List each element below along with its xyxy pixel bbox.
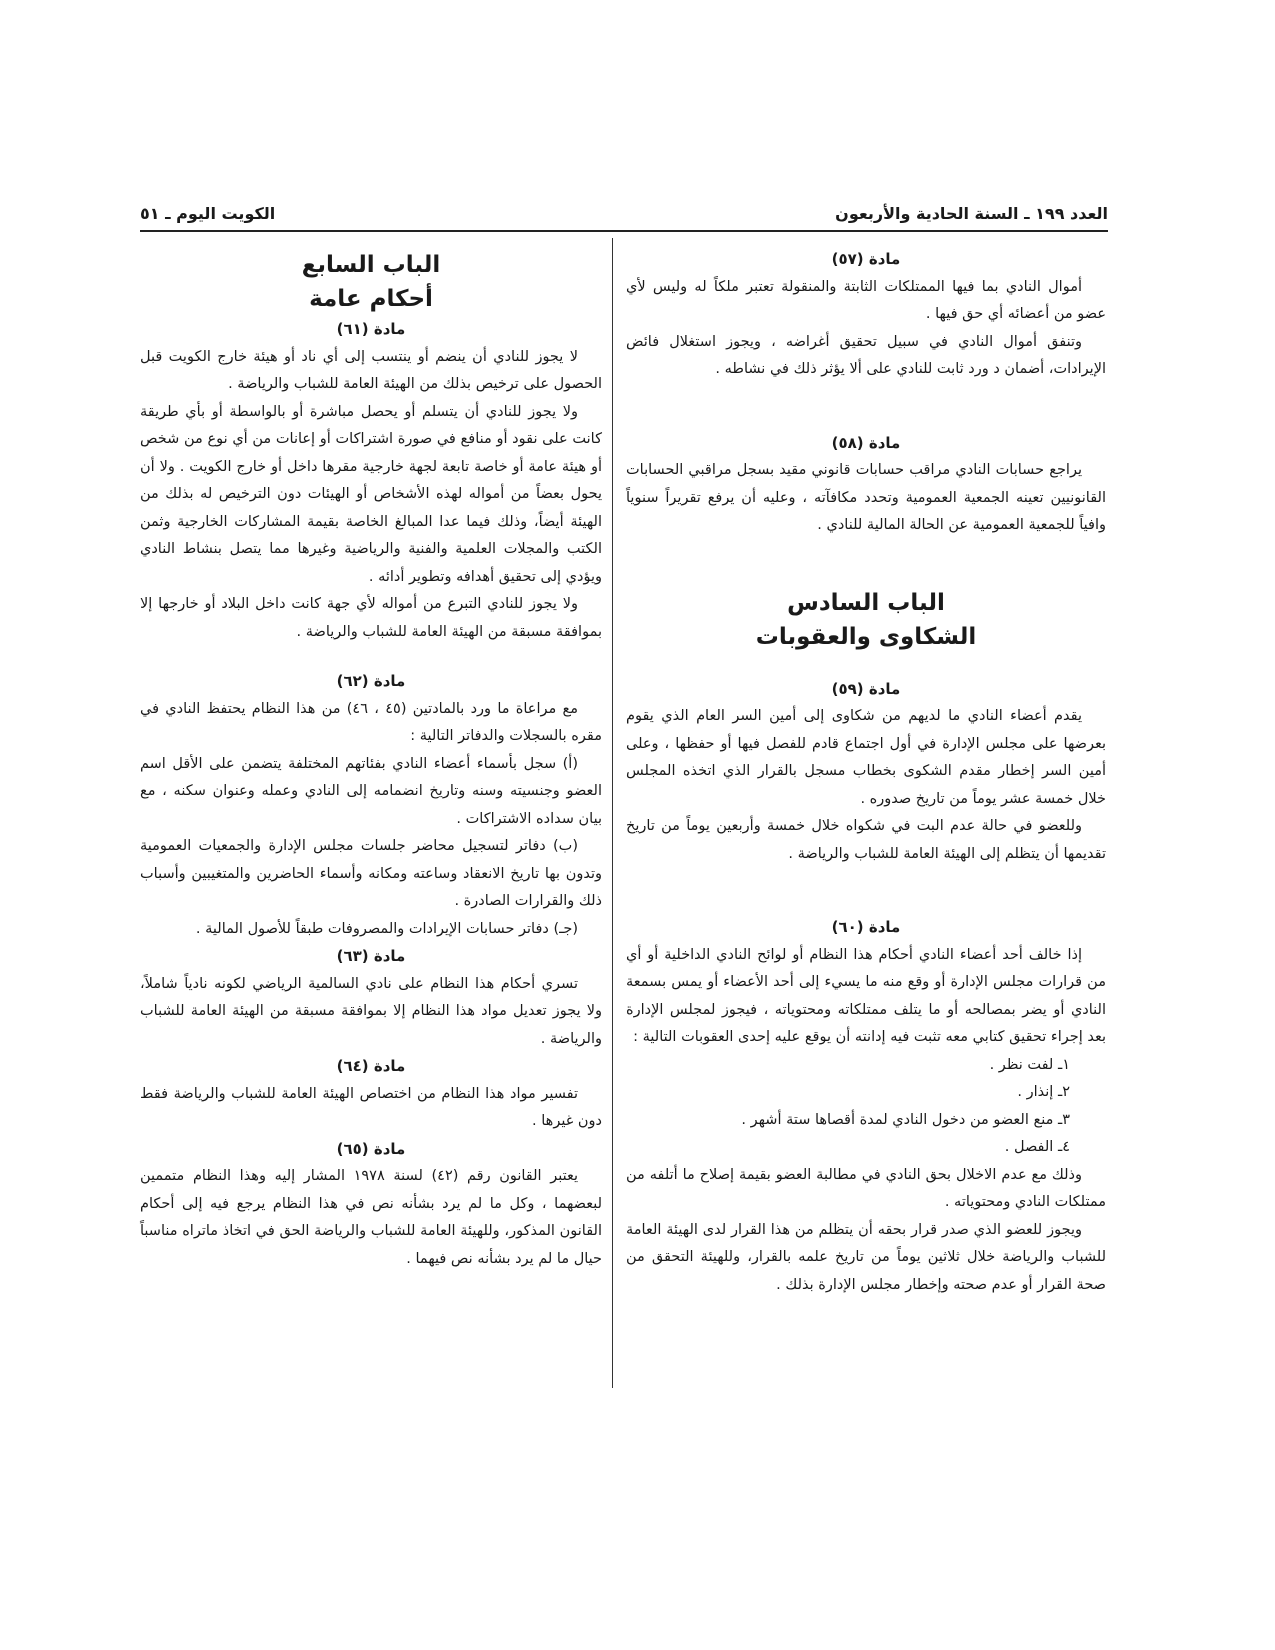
article-60-paragraph: ويجوز للعضو الذي صدر قرار بحقه أن يتظلم من هذا القرار لدى الهيئة العامة للشباب والرياضة خلال ثلاثين يوماً من تاريخ علمه بالقرار، وللهيئة التحقق من صحة القرار أو عدم صحته وإخطار مجلس الإدارة بذلك . (626, 1221, 1106, 1293)
article-62-paragraph: (جـ) دفاتر حسابات الإيرادات والمصروفات طبقاً للأصول المالية . (195, 920, 578, 937)
page-label: الكويت اليوم ـ ٥١ (140, 204, 276, 223)
article-60-title: مادة (٦٠) (831, 918, 901, 936)
article-64-title: مادة (٦٤) (336, 1057, 406, 1075)
article-64-paragraph: تفسير مواد هذا النظام من اختصاص الهيئة العامة للشباب والرياضة فقط دون غيرها . (140, 1085, 602, 1129)
column-divider (612, 238, 613, 1388)
article-58-paragraph: يراجع حسابات النادي مراقب حسابات قانوني مقيد بسجل مراقبي الحسابات القانونيين تعينه الجمعية العمومية وتحدد مكافآته ، وعليه أن يرفع تقريراً سنوياً وافياً للجمعية العمومية عن الحالة المالية للنادي . (626, 462, 1106, 533)
header-rule (140, 230, 1108, 232)
article-62-paragraph: (أ) سجل بأسماء أعضاء النادي بفئاتهم المختلفة يتضمن على الأقل اسم العضو وجنسيته وسنه وتاريخ انضمامه إلى النادي وعمله وعنوان سكنه ، مع بيان سداده الاشتراكات . (140, 755, 602, 827)
article-57-title: مادة (٥٧) (831, 250, 901, 268)
issue-label: العدد ١٩٩ ـ السنة الحادية والأربعون (835, 204, 1108, 223)
article-60-paragraph: وذلك مع عدم الاخلال بحق النادي في مطالبة العضو بقيمة إصلاح ما أتلفه من ممتلكات النادي ومحتوياته . (626, 1166, 1106, 1210)
article-60-paragraph: إذا خالف أحد أعضاء النادي أحكام هذا النظام أو لوائح النادي الداخلية أو أي من قرارات مجلس الإدارة أو وقع منه ما يسيء إلى أحد الأعضاء أو يمس بسمعة النادي أو يضر بمصالحه أو ما يتلف ممتلكاته ومحتوياته ، فيجوز لمجلس الإدارة بعد إجراء تحقيق كتابي معه تثبت فيه إدانته أن يوقع عليه إحدى العقوبات التالية : (626, 946, 1106, 1045)
article-65-title: مادة (٦٥) (336, 1139, 406, 1158)
article-65-paragraph: يعتبر القانون رقم (٤٢) لسنة ١٩٧٨ المشار إليه وهذا النظام متممين لبعضهما ، وكل ما لم يرد بشأنه نص في هذا النظام يرجع فيه إلى أحكام القانون المذكور، وللهيئة العامة للشباب والرياضة الحق في اتخاذ ماتراه مناسباً حيال ما لم يرد بشأنه نص فيهما . (140, 1168, 602, 1267)
article-59-paragraph: يقدم أعضاء النادي ما لديهم من شكاوى إلى أمين السر العام الذي يقوم بعرضها على مجلس الإدارة في أول اجتماع قادم للفصل فيها أو حفظها ، وعلى أمين السر إخطار مقدم الشكوى بخطاب مسجل بالقرار الذي اتخذه المجلس خلال خمسة عشر يوماً من تاريخ صدوره . (626, 708, 1106, 807)
article-58-title: مادة (٥٨) (831, 433, 901, 452)
article-63-paragraph: تسري أحكام هذا النظام على نادي السالمية الرياضي لكونه نادياً شاملاً، ولا يجوز تعديل مواد هذا النظام إلا بموافقة مسبقة من الهيئة العامة للشباب والرياضة . (140, 975, 602, 1047)
article-59-paragraph: وللعضو في حالة عدم البت في شكواه خلال خمسة وأربعين يوماً من تاريخ تقديمها أن يتظلم إلى الهيئة العامة للشباب والرياضة . (626, 818, 1106, 862)
penalty-item: ٣ـ منع العضو من دخول النادي لمدة أقصاها ستة أشهر . (741, 1111, 1070, 1128)
left-column (140, 248, 602, 1273)
article-61-paragraph: لا يجوز للنادي أن ينضم أو ينتسب إلى أي ناد أو هيئة خارج الكويت قبل الحصول على ترخيص بذلك من الهيئة العامة للشباب والرياضة . (140, 348, 602, 392)
page-header (140, 198, 1108, 230)
article-57-paragraph: وتنفق أموال النادي في سبيل تحقيق أغراضه ، ويجوز استغلال فائض الإيرادات، أضمان د ورد ثابت للنادي على ألا يؤثر ذلك في نشاطه . (626, 333, 1106, 377)
penalty-item: ٤ـ الفصل . (1004, 1139, 1070, 1155)
article-61-paragraph: ولا يجوز للنادي التبرع من أمواله لأي جهة كانت داخل البلاد أو خارجها إلا بموافقة مسبقة من الهيئة العامة للشباب والرياضة . (140, 596, 602, 640)
penalty-item: ١ـ لفت نظر . (989, 1056, 1070, 1073)
article-59-title: مادة (٥٩) (831, 679, 901, 698)
article-63-title: مادة (٦٣) (336, 947, 406, 965)
article-57-paragraph: أموال النادي بما فيها الممتلكات الثابتة والمنقولة تعتبر ملكاً له وليس لأي عضو من أعضائه أي حق فيها . (626, 278, 1106, 322)
article-62-paragraph: مع مراعاة ما ورد بالمادتين (٤٥ ، ٤٦) من هذا النظام يحتفظ النادي في مقره بالسجلات والدفاتر التالية : (140, 700, 602, 744)
article-61-title: مادة (٦١) (336, 320, 406, 338)
article-62-title: مادة (٦٢) (336, 672, 406, 690)
chapter-7-subtitle: أحكام عامة (309, 286, 433, 312)
chapter-6-subtitle: الشكاوى والعقوبات (755, 623, 977, 650)
penalty-item: ٢ـ إنذار . (1017, 1084, 1070, 1100)
right-column (626, 246, 1106, 1299)
chapter-6-title: الباب السادس (787, 589, 945, 616)
article-61-paragraph: ولا يجوز للنادي أن يتسلم أو يحصل مباشرة أو بالواسطة أو بأي طريقة كانت على نقود أو منافع في صورة اشتراكات أو إعانات من أي نوع من شخص أو هيئة عامة أو خاصة تابعة لجهة خارجية مقرها داخل أو خارج الكويت . ولا أن يحول بعضاً من أمواله لهذه الأشخاص أو الهيئات دون الترخيص له بذلك من الهيئة أيضاً، وذلك فيما عدا المبالغ الخاصة بقيمة المشاركات الخارجية وثمن الكتب والمجلات العلمية والفنية والرياضية وغيرها مما يتصل بنشاط النادي ويؤدي إلى تحقيق أهدافه وتطوير أدائه . (140, 403, 602, 585)
chapter-7-title: الباب السابع (301, 252, 441, 278)
article-62-paragraph: (ب) دفاتر لتسجيل محاضر جلسات مجلس الإدارة والجمعيات العمومية وتدون بها تاريخ الانعقاد وساعته ومكانه وأسماء الحاضرين والمتغيبين وأسباب ذلك والقرارات الصادرة . (140, 838, 602, 909)
